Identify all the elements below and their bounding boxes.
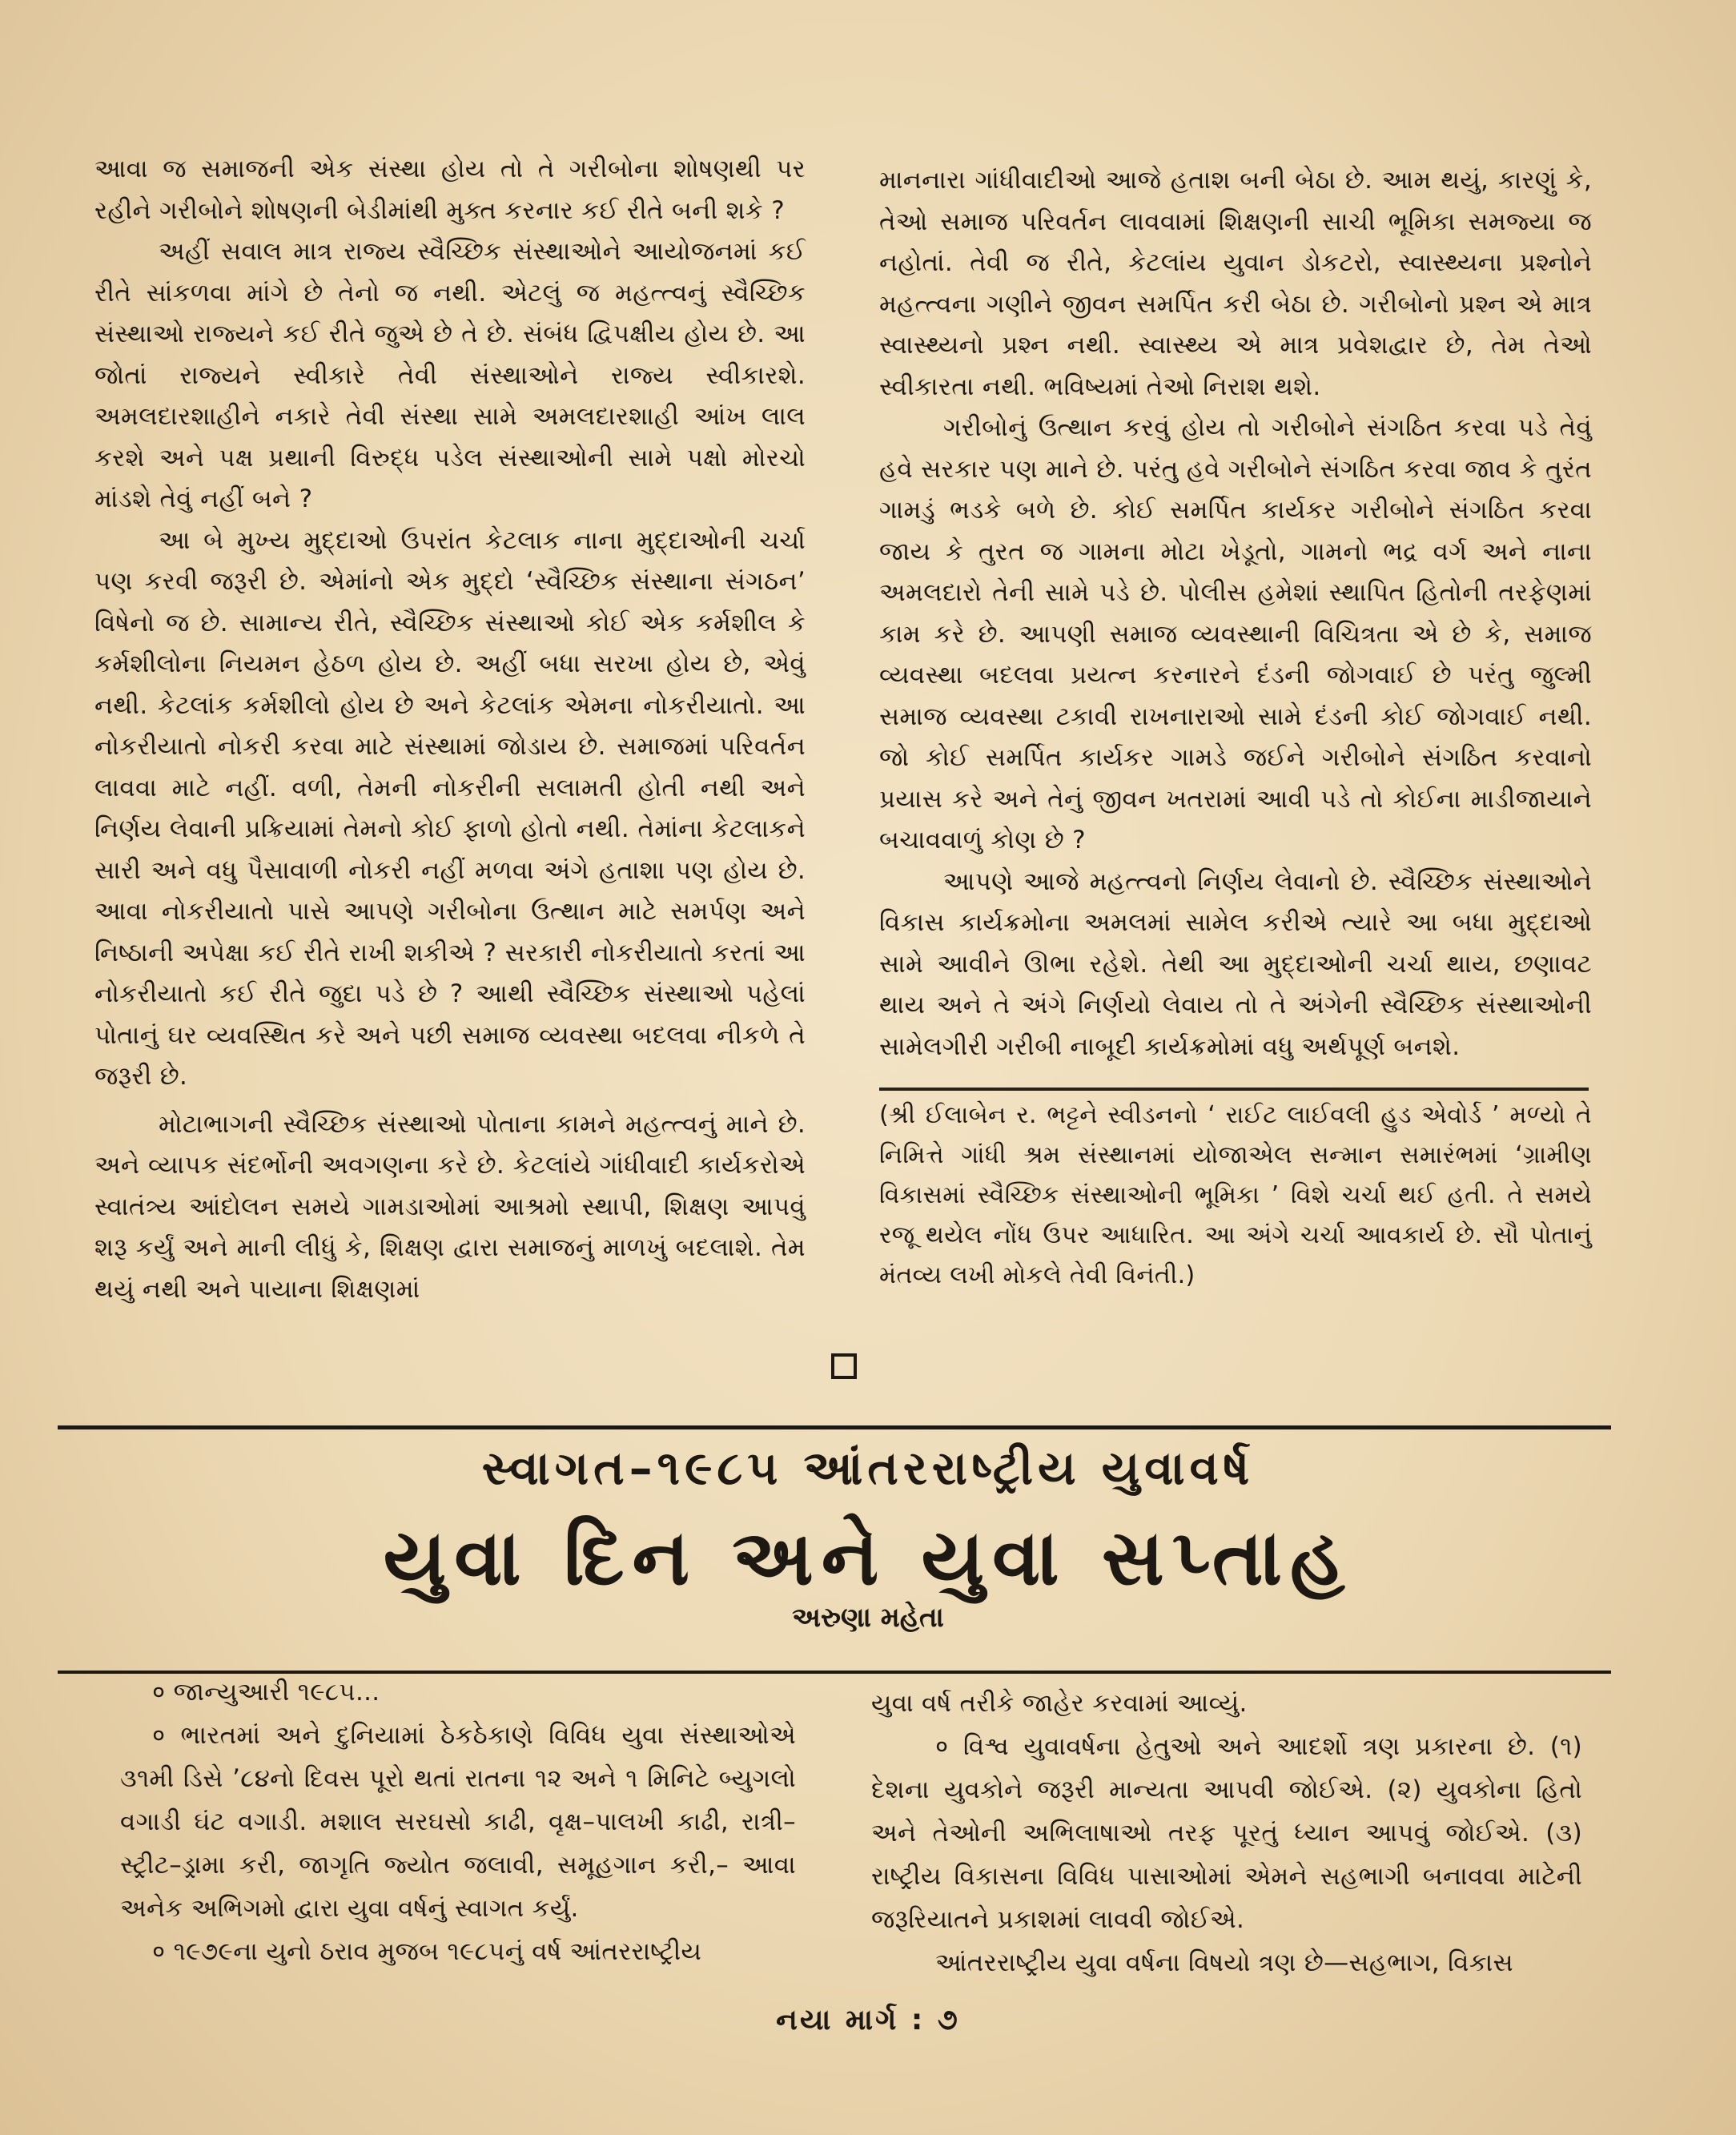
paragraph: આવા જ સમાજની એક સંસ્થા હોય તો તે ગરીબોના શોષણથી પર રહીને ગરીબોને શોષણની બેડીમાંથી મુક્ત કરનાર કઈ રીતે બની શકે ?: [94, 155, 806, 225]
article2-column-left: [120, 1671, 796, 1973]
section-kicker: સ્વાગત–૧૯૮૫ આંતરરાષ્ટ્રીય યુવાવર્ષ: [481, 1441, 1255, 1495]
article-title: યુવા દિન અને યુવા સપ્તાહ: [383, 1513, 1353, 1602]
article-column-right: [879, 160, 1592, 1068]
author-byline: અરુણા મહેતા: [792, 1602, 944, 1634]
paragraph: આ બે મુખ્ય મુદ્દાઓ ઉપરાંત કેટલાક નાના મુદ્દાઓની ચર્ચા પણ કરવી જરૂરી છે. એમાંનો એક મુદ્દો ‘સ્વૈચ્છિક સંસ્થાના સંગઠન’ વિષેનો જ છે. સામાન્ય રીતે, સ્વૈચ્છિક સંસ્થાઓ કોઈ એક કર્મશીલ કે કર્મશીલોના નિયમન હેઠળ હોય છે. અહીં બધા સરખા હોય છે, એવું નથી. કેટલાંક કર્મશીલો હોય છે અને કેટલાંક એમના નોકરીયાતો. આ નોકરીયાતો નોકરી કરવા માટે સંસ્થામાં જોડાય છે. સમાજમાં પરિવર્તન લાવવા માટે નહીં. વળી, તેમની નોકરીની સલામતી હોતી નથી અને નિર્ણય લેવાની પ્રક્રિયામાં તેમનો કોઈ ફાળો હોતો નથી. તેમાંના કેટલાકને સારી અને વધુ પૈસાવાળી નોકરી નહીં મળવા અંગે હતાશા પણ હોય છે. આવા નોકરીયાતો પાસે આપણે ગરીબોના ઉત્થાન માટે સમર્પણ અને નિષ્ઠાની અપેક્ષા કઈ રીતે રાખી શકીએ ? સરકારી નોકરીયાતો કરતાં આ નોકરીયાતો કઈ રીતે જુદા પડે છે ? આથી સ્વૈચ્છિક સંસ્થાઓ પહેલાં પોતાનું ઘર વ્યવસ્થિત કરે અને પછી સમાજ વ્યવસ્થા બદલવા નીકળે તે જરૂરી છે.: [94, 525, 806, 1091]
paragraph: અહીં સવાલ માત્ર રાજ્ય સ્વૈચ્છિક સંસ્થાઓને આયોજનમાં કઈ રીતે સાંકળવા માંગે છે તેનો જ નથી. એટલું જ મહત્ત્વનું સ્વૈચ્છિક સંસ્થાઓ રાજ્યને કઈ રીતે જુએ છે તે છે. સંબંધ દ્વિપક્ષીય હોય છે. આ જોતાં રાજ્યને સ્વીકારે તેવી સંસ્થાઓને રાજ્ય સ્વીકારશે. અમલદારશાહીને નકારે તેવી સંસ્થા સામે અમલદારશાહી આંખ લાલ કરશે અને પક્ષ પ્રથાની વિરુદ્ધ પડેલ સંસ્થાઓની સામે પક્ષો મોરચો માંડશે તેવું નહીં બને ?: [94, 237, 806, 513]
end-of-article-mark: [831, 1353, 857, 1379]
article2-column-right: [871, 1682, 1582, 1984]
section-rule-top: [58, 1425, 1611, 1429]
paragraph: ગરીબોનું ઉત્થાન કરવું હોય તો ગરીબોને સંગઠિત કરવા પડે તેવું હવે સરકાર પણ માને છે. પરંતુ હવે ગરીબોને સંગઠિત કરવા જાવ કે તુરંત ગામડું ભડકે બળે છે. કોઈ સમર્પિત કાર્યકર ગરીબોને સંગઠિત કરવા જાય કે તુરત જ ગામના મોટા ખેડૂતો, ગામનો ભદ્ર વર્ગ અને નાના અમલદારો તેની સામે પડે છે. પોલીસ હમેશાં સ્થાપિત હિતોની તરફેણમાં કામ કરે છે. આપણી સમાજ વ્યવસ્થાની વિચિત્રતા એ છે કે, સમાજ વ્યવસ્થા બદલવા પ્રયત્ન કરનારને દંડની જોગવાઈ છે પરંતુ જુલ્મી સમાજ વ્યવસ્થા ટકાવી રાખનારાઓ સામે દંડની કોઈ જોગવાઈ નથી. જો કોઈ સમર્પિત કાર્યકર ગામડે જઈને ગરીબોને સંગઠિત કરવાનો પ્રયાસ કરે અને તેનું જીવન ખતરામાં આવી પડે તો કોઈના માડીજાયાને બચાવવાળું કોણ છે ?: [879, 413, 1592, 854]
page-folio: નયા માર્ગ : ૭: [776, 2004, 960, 2036]
paragraph: મોટાભાગની સ્વૈચ્છિક સંસ્થાઓ પોતાના કામને મહત્ત્વનું માને છે. અને વ્યાપક સંદર્ભોની અવગણના કરે છે. કેટલાંયે ગાંધીવાદી કાર્યકરોએ સ્વાતંત્ર્ય આંદોલન સમયે ગામડાઓમાં આશ્રમો સ્થાપી, શિક્ષણ આપવું શરૂ કર્યું અને માની લીધું કે, શિક્ષણ દ્વારા સમાજનું માળખું બદલાશે. તેમ થયું નથી અને પાયાના શિક્ષણમાં: [94, 1109, 806, 1304]
note-divider: [879, 1088, 1589, 1091]
bullet-item: ० ભારતમાં અને દુનિયામાં ઠેકઠેકાણે વિવિધ યુવા સંસ્થાઓએ ૩૧મી ડિસે ’૮૪નો દિવસ પૂરો થતાં રાતના ૧૨ અને ૧ મિનિટે બ્યુગલો વગાડી ઘંટ વગાડી. મશાલ સરઘસો કાઢી, વૃક્ષ–પાલખી કાઢી, રાત્રી–સ્ટ્રીટ–ડ્રામા કરી, જાગૃતિ જ્યોત જલાવી, સમૂહગાન કરી,– આવા અનેક અભિગમો દ્વારા યુવા વર્ષનું સ્વાગત કર્યું.: [120, 1721, 796, 1923]
editor-note-text: (શ્રી ઈલાબેન ર. ભટ્ટને સ્વીડનનો ‘ રાઈટ લાઈવલી હુડ એવોર્ડ ’ મળ્યો તે નિમિત્તે ગાંધી શ્રમ સંસ્થાનમાં યોજાએલ સન્માન સમારંભમાં ‘ગ્રામીણ વિકાસમાં સ્વૈચ્છિક સંસ્થાઓની ભૂમિકા ’ વિશે ચર્ચા થઈ હતી. તે સમયે રજૂ થયેલ નોંધ ઉપર આધારિત. આ અંગે ચર્ચા આવકાર્ય છે. સૌ પોતાનું મંતવ્ય લખી મોકલે તેવી વિનંતી.): [879, 1101, 1592, 1289]
paragraph: માનનારા ગાંધીવાદીઓ આજે હતાશ બની બેઠા છે. આમ થયું, કારણું કે, તેઓ સમાજ પરિવર્તન લાવવામાં શિક્ષણની સાચી ભૂમિકા સમજ્યા જ નહોતાં. તેવી જ રીતે, કેટલાંય યુવાન ડોકટરો, સ્વાસ્થ્યના પ્રશ્નોને મહત્ત્વના ગણીને જીવન સમર્પિત કરી બેઠા છે. ગરીબોનો પ્રશ્ન એ માત્ર સ્વાસ્થ્યનો પ્રશ્ન નથી. સ્વાસ્થ્ય એ માત્ર પ્રવેશદ્વાર છે, તેમ તેઓ સ્વીકારતા નથી. ભવિષ્યમાં તેઓ નિરાશ થશે.: [879, 166, 1592, 401]
bullet-item: ० વિશ્વ યુવાવર્ષના હેતુઓ અને આદર્શો ત્રણ પ્રકારના છે. (૧) દેશના યુવકોને જરૂરી માન્યતા આપવી જોઈએ. (૨) યુવકોના હિતો અને તેઓની અભિલાષાઓ તરફ પૂરતું ધ્યાન આપવું જોઈએ. (૩) રાષ્ટ્રીય વિકાસના વિવિધ પાસાઓમાં એમને સહભાગી બનાવવા માટેની જરૂરિયાતને પ્રકાશમાં લાવવી જોઈએ.: [871, 1732, 1582, 1934]
article-column-left: [94, 149, 806, 1310]
paragraph: આંતરરાષ્ટ્રીય યુવા વર્ષના વિષયો ત્રણ છે—સહભાગ, વિકાસ: [935, 1948, 1513, 1977]
bullet-item: ० જાન્યુઆરી ૧૯૮૫...: [152, 1678, 380, 1707]
bullet-item: ० ૧૯૭૯ના યુનો ઠરાવ મુજબ ૧૯૮૫નું વર્ષ આંતરરાષ્ટ્રીય: [152, 1937, 702, 1966]
paragraph: આપણે આજે મહત્ત્વનો નિર્ણય લેવાનો છે. સ્વૈચ્છિક સંસ્થાઓને વિકાસ કાર્યક્રમોના અમલમાં સામેલ કરીએ ત્યારે આ બધા મુદ્દાઓ સામે આવીને ઊભા રહેશે. તેથી આ મુદ્દાઓની ચર્ચા થાય, છણાવટ થાય અને તે અંગે નિર્ણયો લેવાય તો તે અંગેની સ્વૈચ્છિક સંસ્થાઓની સામેલગીરી ગરીબી નાબૂદી કાર્યક્રમોમાં વધુ અર્થપૂર્ણ બનશે.: [879, 866, 1592, 1061]
editor-note: [879, 1096, 1592, 1296]
paragraph: યુવા વર્ષ તરીકે જાહેર કરવામાં આવ્યું.: [871, 1689, 1248, 1718]
